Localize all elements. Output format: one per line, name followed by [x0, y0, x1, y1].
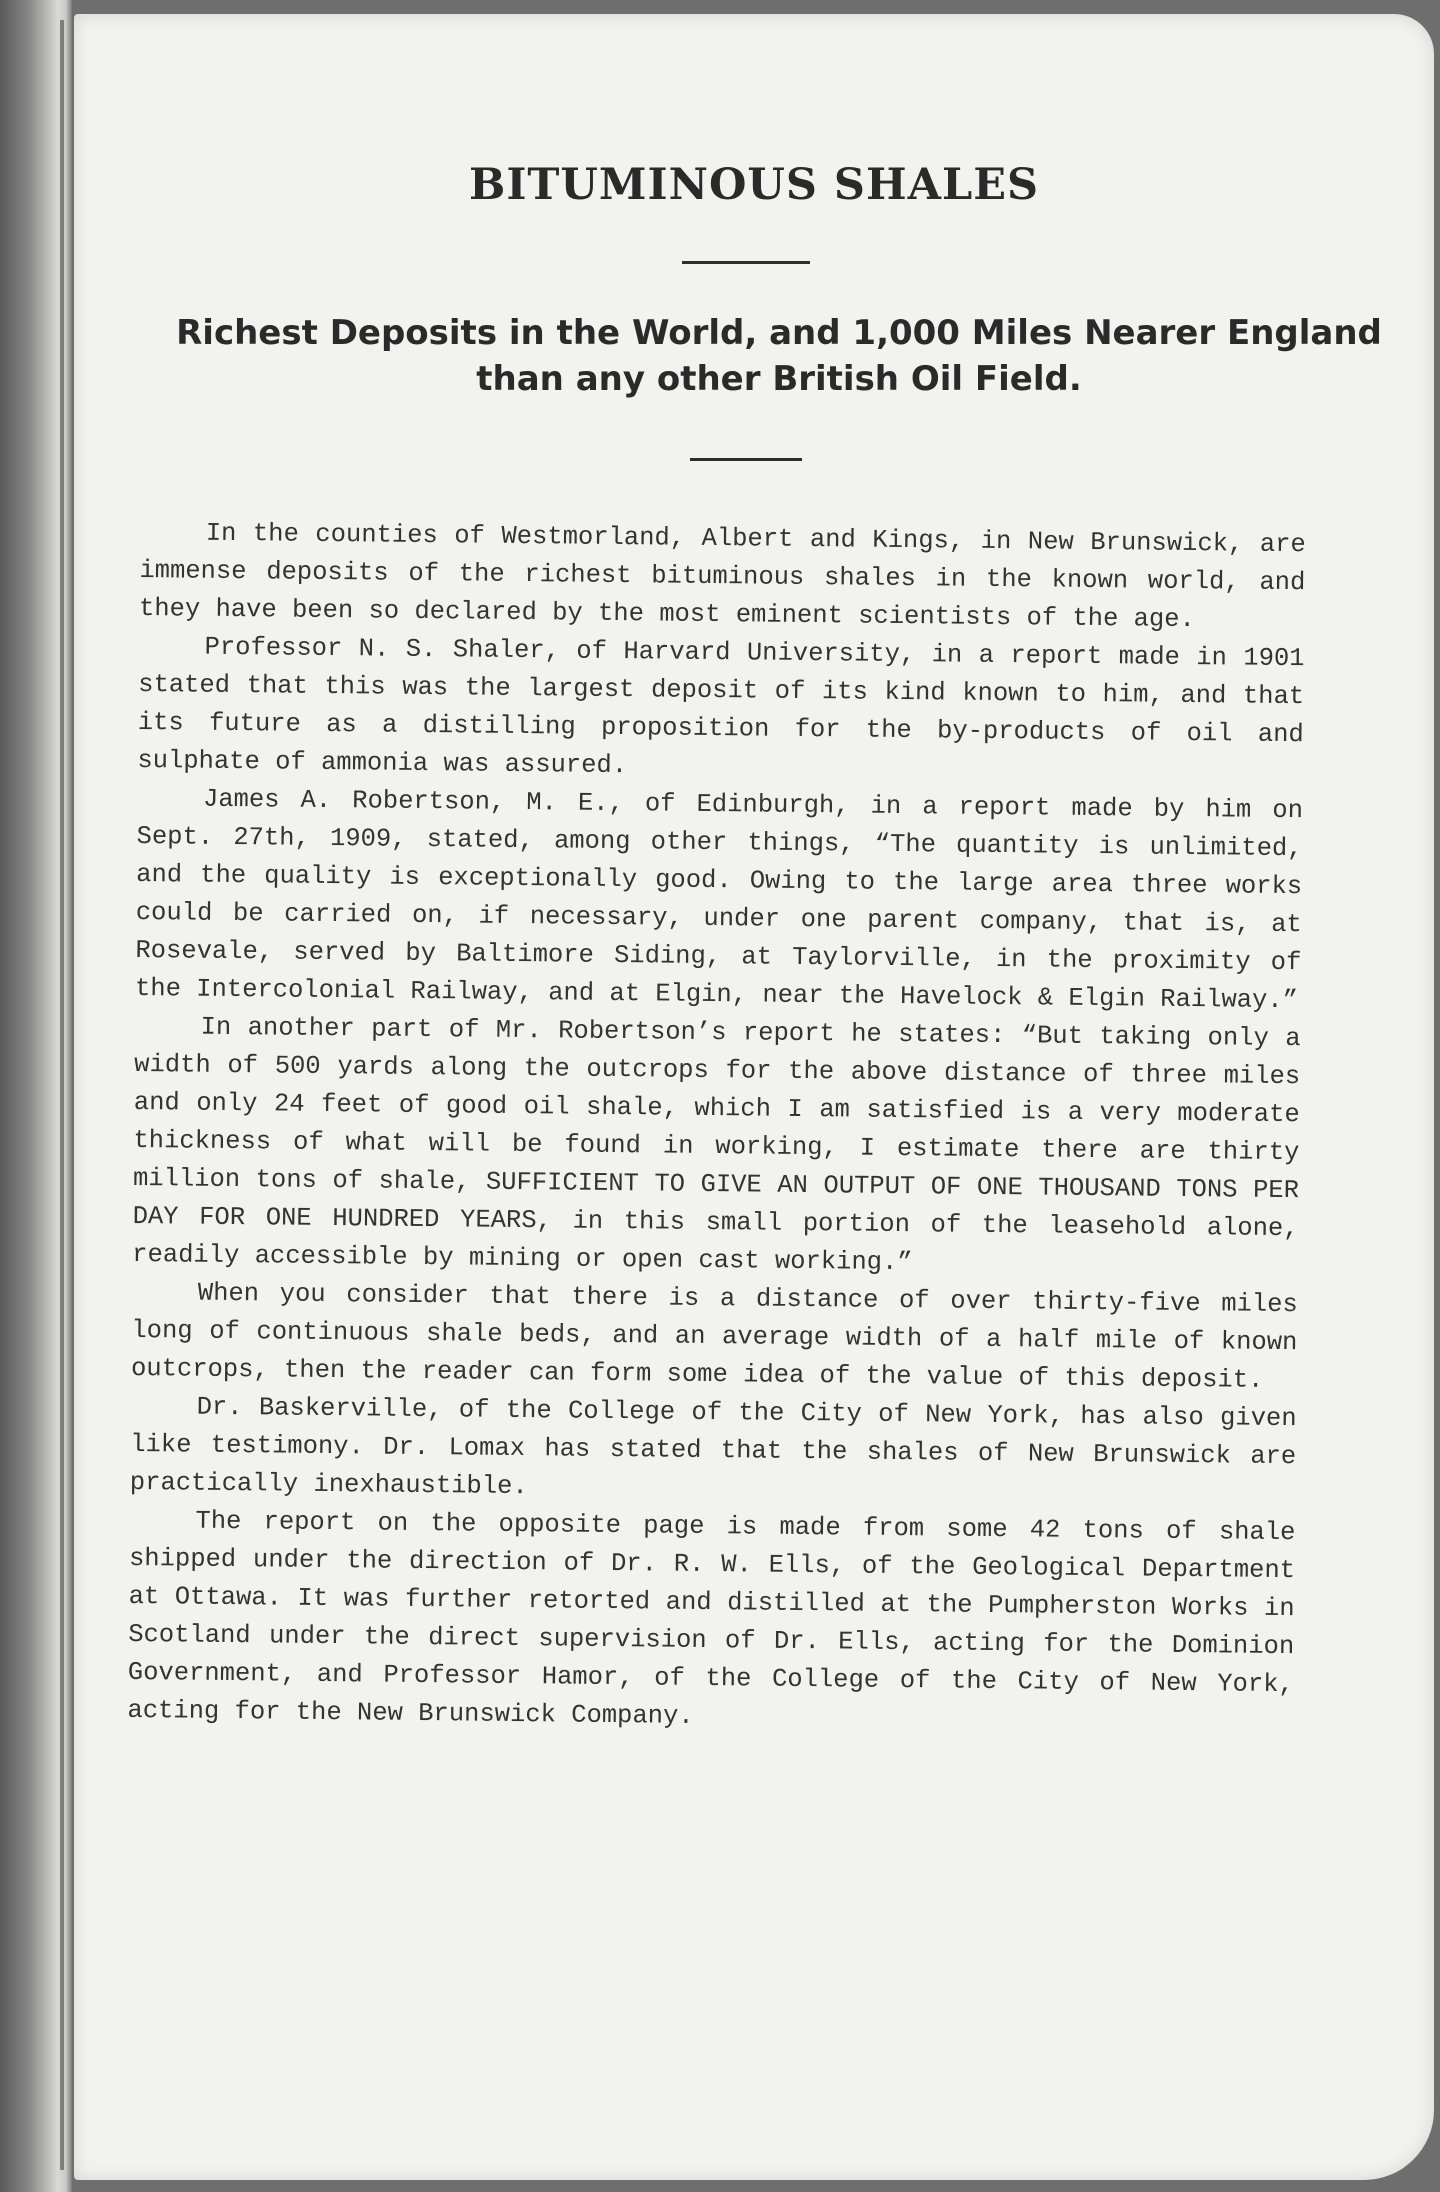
binding-edge: [60, 20, 64, 2170]
paragraph-shaler: Professor N. S. Shaler, of Harvard University, in a report made in 1901 stated that this was the largest deposit of its kind known to him, and that its future as a distilling proposition for the by-products of oil and sulphate of ammonia was assured.: [137, 632, 1305, 781]
paragraph-robertson-estimate: In another part of Mr. Robertson’s report he states: “But taking only a width of 500 yards along the outcrops for the above distance of three miles and only 24 feet of good oil shale, which I am satisfied is a very moderate thickness of what will be found in working, I estimate there are thirty million tons of shale, SUFFICIENT TO GIVE AN OUTPUT OF ONE THOUSAND TONS PER DAY FOR ONE HUNDRED YEARS, in this small portion of the leasehold alone, readily accessible by mining or open cast working.”: [132, 1012, 1301, 1278]
paragraph-westmorland: In the counties of Westmorland, Albert and Kings, in New Brunswick, are immense deposits of the richest bituminous shales in the known world, and they have been so declared by the most eminent scientists of the age.: [138, 518, 1306, 635]
book-binding: [0, 0, 72, 2192]
page-title: BITUMINOUS SHALES: [468, 160, 1040, 210]
article-body: [127, 514, 1306, 1742]
page-subtitle: Richest Deposits in the World, and 1,000 Miles Nearer England than any other British Oil Field.: [176, 313, 1382, 399]
book-page: [74, 14, 1434, 2180]
paragraph-robertson-quote: James A. Robertson, M. E., of Edinburgh, in a report made by him on Sept. 27th, 1909, stated, among other things, “The quantity is unlimited, and the quality is exceptionally good. Owing to the large area three works could be carried on, if necessary, under one parent company, that is, at Rosevale, served by Baltimore Siding, at Taylorville, in the proximity of the Intercolonial Railway, and at Elgin, near the Havelock & Elgin Railway.”: [134, 784, 1304, 1016]
paragraph-baskerville: Dr. Baskerville, of the College of the City of New York, has also given like testimony. Dr. Lomax has stated that the shales of New Brunswick are practically inexhaustible.: [129, 1392, 1297, 1502]
paragraph-report: The report on the opposite page is made from some 42 tons of shale shipped under the direction of Dr. R. W. Ells, of the Geological Department at Ottawa. It was further retorted and distilled at the Pumpherston Works in Scotland under the direct supervision of Dr. Ells, acting for the Dominion Government, and Professor Hamor, of the College of the City of New York, acting for the New Brunswick Company.: [127, 1506, 1296, 1731]
paragraph-shale-beds: When you consider that there is a distance of over thirty-five miles long of continuous shale beds, and an average width of a half mile of known outcrops, then the reader can form some idea of the value of this deposit.: [130, 1278, 1298, 1395]
title-divider: [682, 261, 810, 264]
subtitle-divider: [690, 458, 802, 461]
